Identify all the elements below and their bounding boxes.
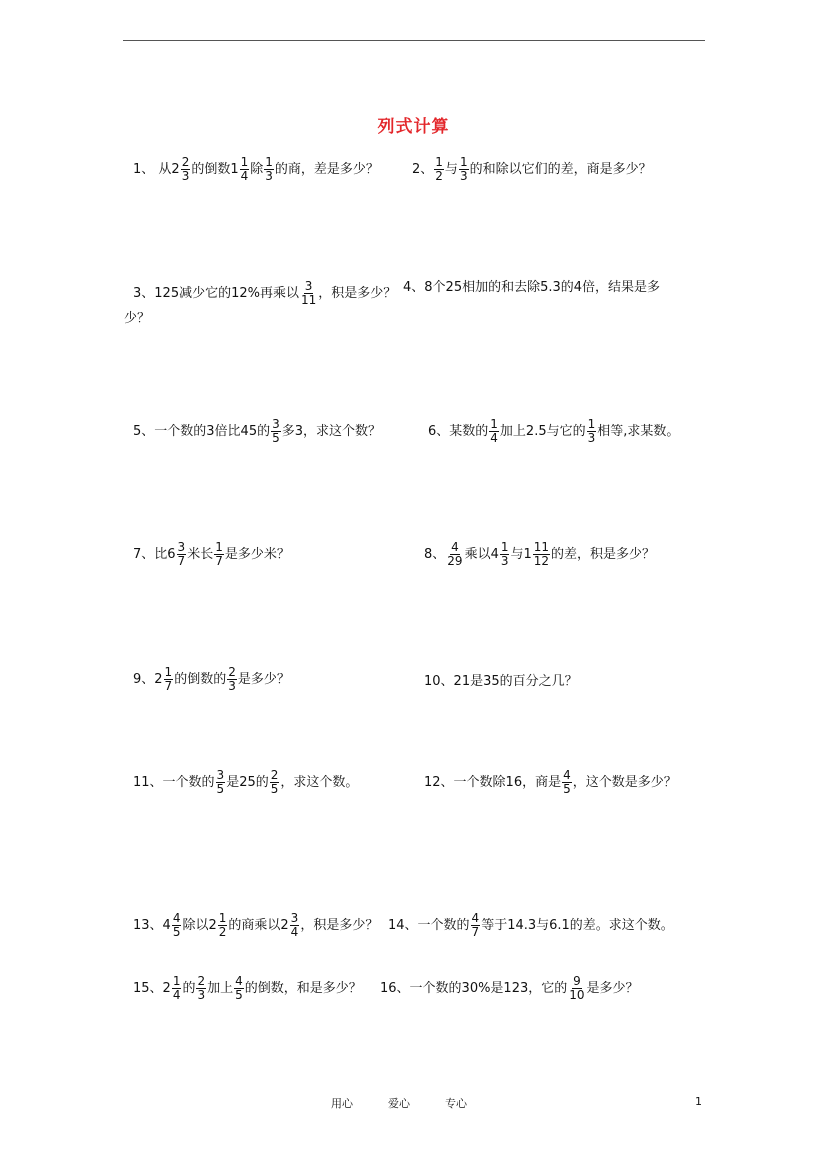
fraction: $\frac{2}{5}$ [270,768,279,796]
question-7: 7、比6 $\frac{3}{7}$ 米长 $\frac{1}{7}$ 是多少米？ [133,540,290,568]
question-5: 5、一个数的3倍比45的 $\frac{3}{5}$ 多3，求这个数？ [133,417,382,445]
page-title: 列式计算 [377,117,450,137]
fraction: $\frac{4}{5}$ [563,768,571,796]
question-3: 3、125减少它的12%再乘以 $\frac{3}{11}$ ，积是多少？ [133,279,397,307]
question-16: 16、一个数的30%是123，它的 $\frac{9}{10}$ 是多少？ [380,974,639,1002]
question-6: 6、某数的 $\frac{1}{4}$ 加上2.5与它的 $\frac{1}{3}$ 相等,求某数。 [428,417,680,445]
question-12: 12、一个数除16，商是 $\frac{4}{5}$ ，这个数是多少？ [424,768,677,796]
page-number: 1 [695,1095,702,1108]
footer-text-3: 专心 [445,1097,467,1110]
footer-text-1: 用心 [331,1097,353,1110]
question-4-continuation: 少？ [124,311,151,326]
fraction: $\frac{3}{11}$ [300,279,317,307]
question-14: 14、一个数的 $\frac{4}{7}$ 等于14.3与6.1的差。求这个数。 [388,911,674,939]
fraction: $\frac{3}{5}$ [216,768,225,796]
fraction: $\frac{1}{4}$ [172,974,181,1002]
fraction: $\frac{9}{10}$ [569,974,585,1002]
fraction: $\frac{3}{5}$ [272,417,280,445]
fraction: $\frac{2}{3}$ [228,665,236,693]
fraction: $\frac{1}{3}$ [500,540,509,568]
fraction: $\frac{1}{4}$ [240,155,249,183]
fraction: $\frac{1}{3}$ [587,417,596,445]
fraction: $\frac{1}{7}$ [215,540,223,568]
fraction: $\frac{1}{3}$ [265,155,273,183]
fraction: $\frac{1}{4}$ [490,417,498,445]
fraction: $\frac{4}{5}$ [235,974,243,1002]
question-1: 1、 从2 $\frac{2}{3}$ 的倒数1 $\frac{1}{4}$ 除 $\frac{1}{3}$ 的商，差是多少？ [133,155,379,183]
question-11: 11、一个数的 $\frac{3}{5}$ 是25的 $\frac{2}{5}$ ，求这个数。 [133,768,359,796]
question-4: 4、8个25相加的和去除5.3的4倍，结果是多 [403,280,661,295]
question-8: 8、 $\frac{4}{29}$ 乘以4 $\frac{1}{3}$ 与1 $\frac{11}{12}$ 的差，积是多少？ [424,540,656,568]
fraction: $\frac{2}{3}$ [181,155,190,183]
fraction: $\frac{1}{7}$ [164,665,173,693]
fraction: $\frac{1}{2}$ [435,155,443,183]
question-10: 10、21是35的百分之几？ [424,674,578,689]
fraction: $\frac{2}{3}$ [197,974,206,1002]
fraction: $\frac{3}{4}$ [290,911,299,939]
question-9: 9、2 $\frac{1}{7}$ 的倒数的 $\frac{2}{3}$ 是多少？ [133,665,290,693]
question-15: 15、2 $\frac{1}{4}$ 的 $\frac{2}{3}$ 加上 $\frac{4}{5}$ 的倒数，和是多少？ [133,974,362,1002]
fraction: $\frac{4}{29}$ [447,540,463,568]
fraction: $\frac{1}{3}$ [459,155,468,183]
fraction: $\frac{3}{7}$ [177,540,186,568]
fraction: $\frac{1}{2}$ [218,911,227,939]
footer-text-2: 爱心 [388,1097,410,1110]
header-rule [123,40,705,41]
fraction: $\frac{4}{7}$ [471,911,480,939]
question-13: 13、4 $\frac{4}{5}$ 除以2 $\frac{1}{2}$ 的商乘以2 $\frac{3}{4}$ ，积是多少？ [133,911,379,939]
fraction: $\frac{11}{12}$ [533,540,550,568]
question-2: 2、 $\frac{1}{2}$ 与 $\frac{1}{3}$ 的和除以它们的差，商是多少？ [412,155,652,183]
fraction: $\frac{4}{5}$ [172,911,181,939]
